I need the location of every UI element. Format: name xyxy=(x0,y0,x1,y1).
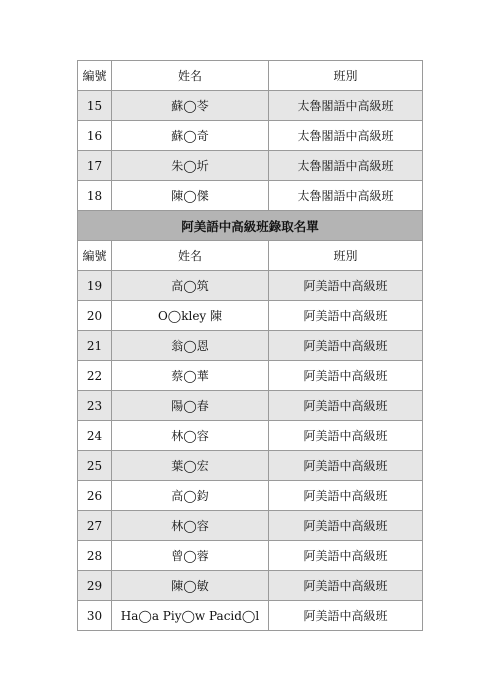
row-number: 25 xyxy=(78,451,112,481)
row-number: 27 xyxy=(78,511,112,541)
row-number: 30 xyxy=(78,601,112,631)
row-class: 阿美語中高級班 xyxy=(269,541,423,571)
row-number: 24 xyxy=(78,421,112,451)
header-number: 編號 xyxy=(78,61,112,91)
row-name: 朱◯圻 xyxy=(112,151,269,181)
section-title-row xyxy=(78,211,423,241)
table-row xyxy=(78,511,423,541)
row-number: 19 xyxy=(78,271,112,301)
row-name: 蘇◯奇 xyxy=(112,121,269,151)
row-class: 阿美語中高級班 xyxy=(269,271,423,301)
row-name: 高◯筑 xyxy=(112,271,269,301)
row-class: 阿美語中高級班 xyxy=(269,391,423,421)
row-number: 23 xyxy=(78,391,112,421)
row-name: 高◯鈞 xyxy=(112,481,269,511)
row-class: 阿美語中高級班 xyxy=(269,451,423,481)
row-class: 阿美語中高級班 xyxy=(269,361,423,391)
row-class: 阿美語中高級班 xyxy=(269,421,423,451)
table-row xyxy=(78,421,423,451)
header-class: 班別 xyxy=(269,61,423,91)
table-row xyxy=(78,331,423,361)
row-number: 17 xyxy=(78,151,112,181)
header-name: 姓名 xyxy=(112,61,269,91)
row-class: 阿美語中高級班 xyxy=(269,331,423,361)
header-number: 編號 xyxy=(78,241,112,271)
row-number: 18 xyxy=(78,181,112,211)
row-number: 15 xyxy=(78,91,112,121)
table-row xyxy=(78,121,423,151)
section-title: 阿美語中高級班錄取名單 xyxy=(78,211,423,241)
table-row xyxy=(78,301,423,331)
row-number: 29 xyxy=(78,571,112,601)
roster-body xyxy=(78,61,423,631)
row-class: 阿美語中高級班 xyxy=(269,601,423,631)
row-class: 太魯閣語中高級班 xyxy=(269,151,423,181)
table-row xyxy=(78,481,423,511)
row-name: 曾◯蓉 xyxy=(112,541,269,571)
row-name: 陳◯敏 xyxy=(112,571,269,601)
table-row xyxy=(78,601,423,631)
row-number: 21 xyxy=(78,331,112,361)
table-row xyxy=(78,541,423,571)
table-row xyxy=(78,361,423,391)
table-row xyxy=(78,151,423,181)
row-name: 陽◯春 xyxy=(112,391,269,421)
row-name: 林◯容 xyxy=(112,421,269,451)
header-row xyxy=(78,61,423,91)
table-row xyxy=(78,181,423,211)
row-class: 阿美語中高級班 xyxy=(269,571,423,601)
row-class: 阿美語中高級班 xyxy=(269,511,423,541)
row-number: 26 xyxy=(78,481,112,511)
row-name: 蘇◯苓 xyxy=(112,91,269,121)
row-name: 林◯容 xyxy=(112,511,269,541)
row-name: 葉◯宏 xyxy=(112,451,269,481)
table-row xyxy=(78,391,423,421)
table-row xyxy=(78,571,423,601)
row-class: 太魯閣語中高級班 xyxy=(269,181,423,211)
row-name: O◯kley 陳 xyxy=(112,301,269,331)
header-row xyxy=(78,241,423,271)
row-number: 16 xyxy=(78,121,112,151)
row-name: 蔡◯華 xyxy=(112,361,269,391)
row-name: Ha◯a Piy◯w Pacid◯l xyxy=(112,601,269,631)
row-name: 翁◯恩 xyxy=(112,331,269,361)
row-name: 陳◯傑 xyxy=(112,181,269,211)
row-class: 阿美語中高級班 xyxy=(269,481,423,511)
table-row xyxy=(78,271,423,301)
table-row xyxy=(78,451,423,481)
row-class: 太魯閣語中高級班 xyxy=(269,91,423,121)
row-number: 22 xyxy=(78,361,112,391)
row-class: 阿美語中高級班 xyxy=(269,301,423,331)
row-number: 20 xyxy=(78,301,112,331)
table-row xyxy=(78,91,423,121)
row-number: 28 xyxy=(78,541,112,571)
admission-roster-table xyxy=(77,60,423,631)
row-class: 太魯閣語中高級班 xyxy=(269,121,423,151)
header-class: 班別 xyxy=(269,241,423,271)
header-name: 姓名 xyxy=(112,241,269,271)
